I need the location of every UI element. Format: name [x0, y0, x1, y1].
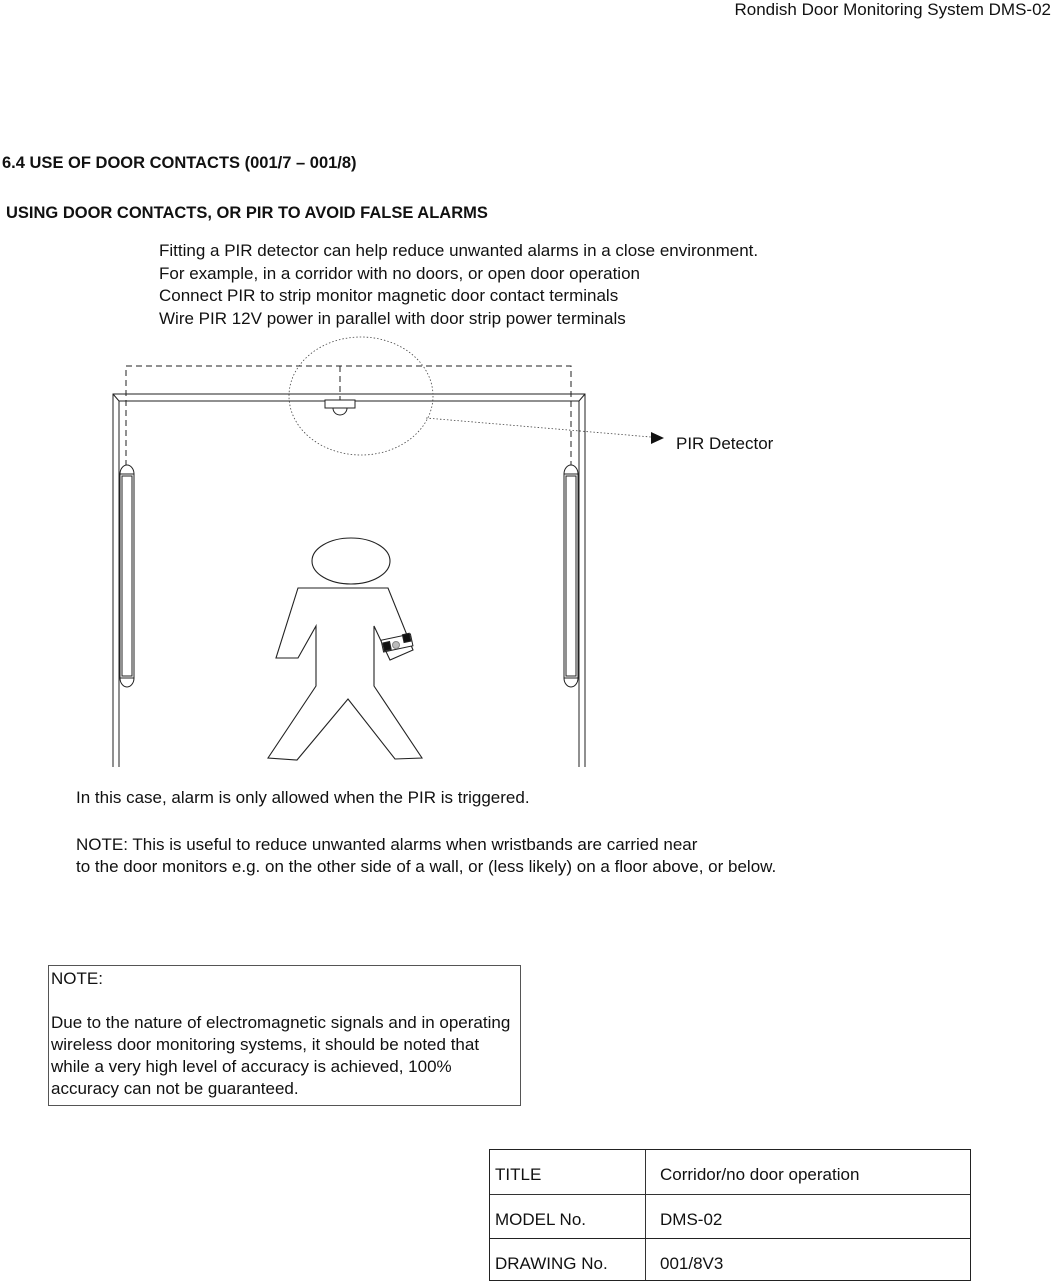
title-block-row — [490, 1194, 970, 1239]
dashed-wiring — [126, 366, 571, 466]
title-block-value: DMS-02 — [660, 1210, 723, 1229]
accuracy-note-box — [48, 965, 521, 1106]
note-box-title: NOTE: — [51, 969, 103, 988]
right-door-monitor-strip — [564, 465, 578, 687]
pir-detection-zone — [289, 337, 433, 455]
pir-detector-icon — [325, 400, 355, 415]
usage-note-line: NOTE: This is useful to reduce unwanted alarms when wristbands are carried near — [76, 835, 698, 854]
section-title: 6.4 USE OF DOOR CONTACTS (001/7 – 001/8) — [2, 154, 357, 172]
left-door-monitor-strip — [120, 465, 134, 687]
pir-detector-label: PIR Detector — [676, 434, 774, 453]
title-block-row — [490, 1238, 970, 1283]
case-description: In this case, alarm is only allowed when the PIR is triggered. — [76, 788, 530, 807]
note-box-body: Due to the nature of electromagnetic signals and in operating wireless door monitoring systems, it should be noted that while a very high level of accuracy is achieved, 100% accuracy can not be guaranteed. — [51, 1013, 511, 1098]
title-block-value: 001/8V3 — [660, 1254, 724, 1273]
title-block-value: Corridor/no door operation — [660, 1165, 860, 1184]
title-block-key: DRAWING No. — [495, 1254, 608, 1273]
page-header-title: Rondish Door Monitoring System DMS-02 — [734, 0, 1051, 19]
title-block-key: TITLE — [495, 1165, 542, 1184]
intro-line: Wire PIR 12V power in parallel with door strip power terminals — [159, 309, 626, 329]
intro-line: For example, in a corridor with no doors, or open door operation — [159, 263, 640, 283]
pir-leader-line — [426, 418, 664, 444]
usage-note — [76, 834, 776, 878]
title-block-row — [490, 1150, 970, 1194]
title-block-key: MODEL No. — [495, 1210, 587, 1229]
drawing-title-block — [489, 1149, 971, 1281]
usage-note-line: to the door monitors e.g. on the other side of a wall, or (less likely) on a floor above, or below. — [76, 857, 777, 876]
intro-line: Fitting a PIR detector can help reduce unwanted alarms in a close environment. — [159, 241, 759, 260]
intro-line: Connect PIR to strip monitor magnetic door contact terminals — [159, 286, 619, 306]
subheading: USING DOOR CONTACTS, OR PIR TO AVOID FALSE ALARMS — [6, 204, 488, 222]
